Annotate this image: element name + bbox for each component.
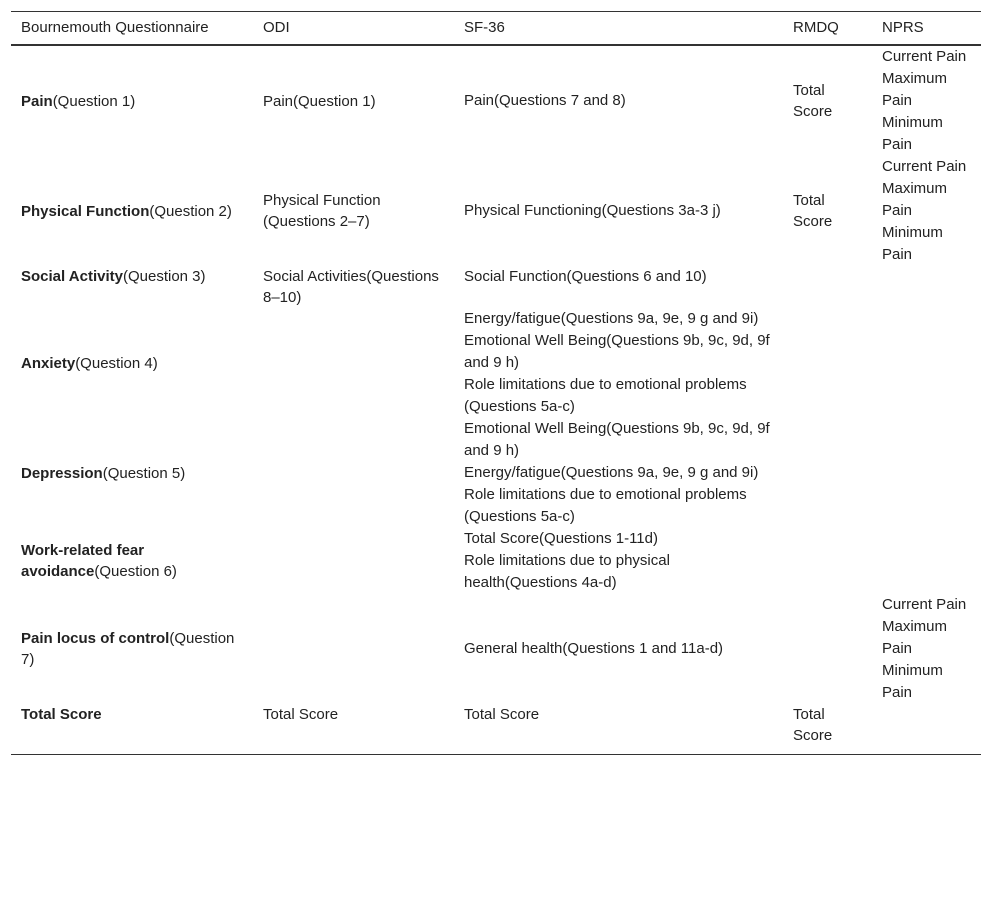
cell-sf36 [454,266,783,308]
cell-sf36-line: Total Score(Questions 1-11d) [464,530,658,547]
cell-bournemouth-rest: (Question 3) [122,268,206,285]
cell-sf36 [454,594,783,704]
cell-rmdq [783,266,872,308]
cell-odi: Total Score [253,704,454,755]
cell-sf36-line: General health(Questions 1 and 11a-d) [464,640,724,657]
cell-nprs [872,704,981,755]
cell-bournemouth [11,528,253,594]
cell-nprs-line: Current Pain [882,158,967,175]
cell-bournemouth-bold: Depression [21,464,103,482]
cell-sf36-line: Emotional Well Being(Questions 9b, 9c, 9d, 9f and 9 h) [464,420,770,459]
cell-nprs-line: Minimum Pain [882,114,943,153]
table-row [11,308,981,418]
cell-rmdq: Total Score [793,82,833,120]
cell-nprs [872,594,981,704]
cell-rmdq [783,528,872,594]
cell-bournemouth-bold: Work-related fear avoidance [21,542,145,580]
cell-bournemouth-rest: (Question 7) [21,630,235,668]
cell-bournemouth [11,418,253,528]
cell-sf36-line: Pain(Questions 7 and 8) [464,92,626,109]
cell-sf36 [454,418,783,528]
cell-sf36 [454,45,783,156]
cell-bournemouth [11,308,253,418]
cell-bournemouth-bold: Anxiety [21,354,76,372]
cell-nprs-line: Current Pain [882,596,967,613]
table-row [11,594,981,704]
cell-odi [253,418,454,528]
table-row [11,418,981,528]
cell-bournemouth-rest: (Question 5) [102,464,186,482]
questionnaire-comparison-table [11,11,981,755]
cell-sf36 [454,308,783,418]
cell-sf36-line: Energy/fatigue(Questions 9a, 9e, 9 g and 9i) [464,310,759,327]
cell-sf36 [454,704,783,755]
header-odi: ODI [253,12,454,46]
table-row [11,266,981,308]
questionnaire-comparison-table-container [11,11,981,755]
cell-bournemouth-rest: (Question 6) [94,563,177,580]
cell-bournemouth-rest: (Question 1) [52,92,136,110]
cell-nprs-line: Minimum Pain [882,224,943,263]
header-rmdq: RMDQ [783,12,872,46]
table-row [11,156,981,266]
cell-bournemouth-bold: Pain locus of control [21,630,170,647]
table-body [11,45,981,755]
cell-nprs [872,308,981,418]
cell-sf36 [454,528,783,594]
cell-nprs [872,45,981,156]
cell-odi [253,528,454,594]
cell-nprs-line: Current Pain [882,48,967,65]
cell-odi [253,594,454,704]
cell-nprs-line: Maximum Pain [882,180,948,219]
cell-rmdq [783,594,872,704]
cell-nprs-line: Maximum Pain [882,618,948,657]
header-nprs: NPRS [872,12,981,46]
cell-rmdq: Total Score [793,192,833,230]
cell-bournemouth-bold: Pain [21,92,53,110]
cell-bournemouth-rest: (Question 4) [75,354,158,372]
cell-nprs [872,418,981,528]
cell-nprs [872,156,981,266]
cell-odi: Social Activities(Questions 8–10) [263,268,439,306]
table-row [11,528,981,594]
table-header [11,12,981,46]
cell-bournemouth [11,156,253,266]
table-row [11,45,981,156]
cell-nprs [872,528,981,594]
cell-bournemouth-bold: Social Activity [21,268,123,285]
cell-bournemouth [11,45,253,156]
cell-bournemouth-bold: Total Score [21,706,102,723]
header-sf36: SF-36 [454,12,783,46]
header-row [11,12,981,46]
cell-odi [253,308,454,418]
cell-odi: Pain(Question 1) [263,92,376,110]
cell-sf36-line: Role limitations due to emotional problems (Questions 5a-c) [464,486,747,525]
cell-rmdq [783,308,872,418]
cell-sf36 [454,156,783,266]
cell-bournemouth [11,266,253,308]
header-bournemouth: Bournemouth Questionnaire [11,12,253,46]
cell-bournemouth [11,704,253,755]
cell-nprs [872,266,981,308]
cell-sf36-line: Physical Functioning(Questions 3a-3 j) [464,202,721,219]
cell-sf36-line: Energy/fatigue(Questions 9a, 9e, 9 g and 9i) [464,464,759,481]
cell-bournemouth-rest: (Question 2) [149,202,232,220]
cell-odi: Physical Function (Questions 2–7) [263,192,381,230]
cell-sf36-line: Total Score [464,706,540,723]
cell-rmdq [783,418,872,528]
cell-sf36-line: Social Function(Questions 6 and 10) [464,268,707,285]
cell-sf36-line: Role limitations due to emotional problems (Questions 5a-c) [464,376,747,415]
table-row [11,704,981,755]
cell-rmdq: Total Score [783,704,872,755]
cell-sf36-line: Role limitations due to physical health(Questions 4a-d) [464,552,670,591]
cell-nprs-line: Maximum Pain [882,70,948,109]
cell-sf36-line: Emotional Well Being(Questions 9b, 9c, 9d, 9f and 9 h) [464,332,770,371]
cell-bournemouth-bold: Physical Function [21,202,150,220]
cell-bournemouth [11,594,253,704]
cell-nprs-line: Minimum Pain [882,662,943,701]
